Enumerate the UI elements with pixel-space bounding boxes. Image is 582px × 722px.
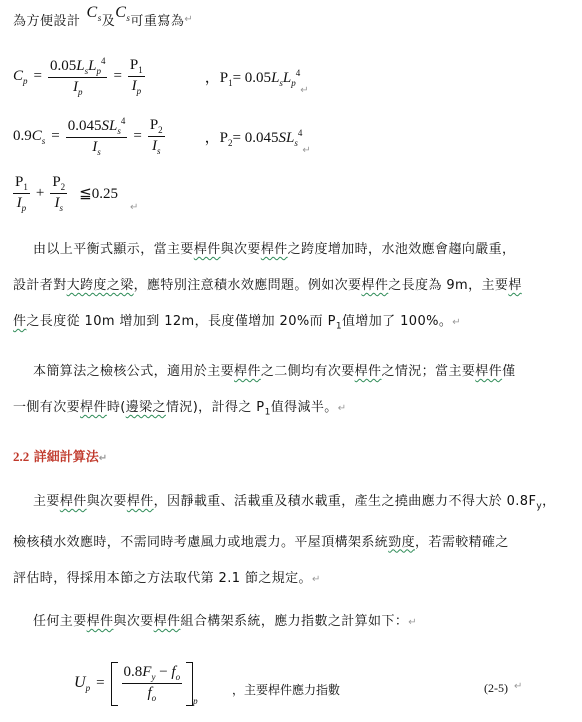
cs-lhs: $0.9C_s$: [13, 127, 46, 146]
equation-cs: [13, 116, 311, 158]
paragraph-1: [13, 232, 573, 345]
bracket-group: [111, 662, 194, 706]
equals-sign: =: [96, 675, 105, 692]
cp-symbol: $C_p$: [13, 67, 28, 86]
up-description: ，主要桿件應力指數: [232, 683, 341, 697]
equation-up: [74, 662, 198, 706]
intro-text-b: 可重寫為: [130, 14, 185, 30]
bracket-subscript: p: [193, 695, 198, 706]
plus-sign: +: [35, 185, 45, 202]
p1-definition: ，$P_1= 0.05L_sL_p^4$: [204, 67, 301, 88]
p1-over-ip-fraction: $\frac{P_1}{I_p}$: [15, 174, 28, 214]
p2-over-is-fraction: $\frac{P_2}{I_s}$: [52, 174, 66, 214]
p2-definition: ，$P_2= 0.045SL_s^4$: [204, 127, 303, 148]
intro-and: 及: [101, 14, 116, 30]
return-mark: ↵: [514, 681, 523, 692]
up-symbol: $U_p$: [74, 674, 91, 694]
equals-sign: =: [51, 128, 60, 145]
intro-text-a: 為方便設計: [13, 14, 81, 30]
return-mark: ↵: [129, 202, 139, 214]
cs-fraction: $\frac{0.045SL_s^4}{I_s}$: [67, 116, 126, 158]
equals-sign: =: [33, 68, 42, 85]
cs-symbol-1: $C_s$: [86, 4, 102, 24]
paragraph-line: 由以上平衡式顯示，當主要桿件與次要桿件之跨度增加時，水池效應會趨向嚴重，: [33, 242, 516, 257]
cp-fraction: $\frac{0.05L_sL_p^4}{I_p}$: [49, 56, 106, 98]
cs-symbol-2: $C_s$: [115, 4, 131, 24]
equation-cp: [13, 56, 309, 98]
paragraph-line: 評估時，得採用本節之方法取代第 2.1 節之規定。↵: [13, 570, 321, 586]
return-mark: ↵: [184, 14, 194, 26]
intro-line: [13, 4, 194, 30]
p2-over-is-fraction: $\frac{P_2}{I_s}$: [149, 117, 163, 157]
section-heading: 2.2 詳細計算法↵: [13, 449, 108, 465]
p1-over-ip-fraction: $\frac{P_1}{I_p}$: [129, 57, 143, 97]
paragraph-line: 一側有次要桿件時(邊梁之情況)，計得之 $P_1$值得減半。↵: [13, 400, 347, 418]
up-fraction: $\frac{0.8F_y - f_o}{f_o}$: [123, 664, 181, 704]
paragraph-2: [13, 354, 573, 431]
return-mark: ↵: [300, 85, 309, 97]
paragraph-line: 檢核積水效應時，不需同時考慮風力或地震力。平屋頂構架系統勁度，若需較精確之: [13, 534, 509, 550]
paragraph-3: [13, 484, 573, 598]
paragraph-line: 設計者對大跨度之梁，應特別注意積水效應問題。例如次要桿件之長度為 9m，主要桿: [13, 278, 522, 293]
paragraph-line: 任何主要桿件與次要桿件組合構架系統，應力指數之計算如下：↵: [33, 614, 418, 629]
return-mark: ↵: [302, 145, 311, 157]
paragraph-line: 本簡算法之檢核公式，適用於主要桿件之二側均有次要桿件之情況；當主要桿件僅: [33, 364, 516, 379]
paragraph-4: [13, 604, 573, 641]
paragraph-line: 主要桿件與次要桿件，因靜載重、活載重及積水載重，產生之撓曲應力不得大於 $0.8F_y$，: [33, 494, 556, 512]
equals-sign: =: [113, 68, 122, 85]
equation-number: (2-5): [484, 681, 508, 695]
equals-sign: =: [133, 128, 142, 145]
paragraph-line: 件之長度從 10m 增加到 12m，長度僅增加 20%而 $P_1$值增加了 100%。↵: [13, 314, 462, 332]
limit-relation: ≦0.25: [79, 186, 118, 203]
equation-limit: [13, 174, 138, 214]
